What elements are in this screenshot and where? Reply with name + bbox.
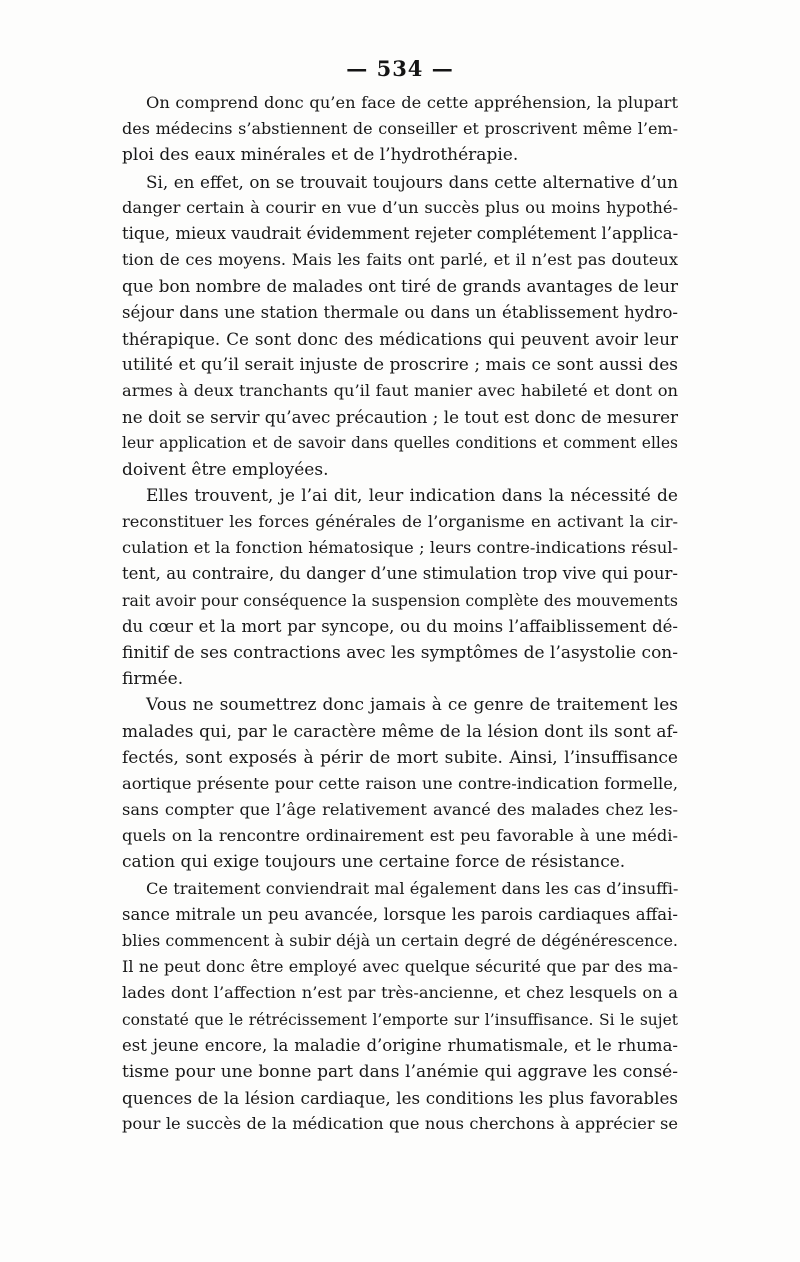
text-line: reconstituer les forces générales de l’organisme en activant la cir-: [122, 512, 678, 531]
text-line: blies commencent à subir déjà un certain degré de dégénérescence.: [122, 931, 678, 950]
text-line: tique, mieux vaudrait évidemment rejeter complétement l’applica-: [122, 223, 679, 243]
text-line: aortique présente pour cette raison une contre-indication formelle,: [122, 773, 678, 793]
text-line: du cœur et la mort par syncope, ou du moins l’affaiblissement dé-: [122, 616, 678, 636]
text-line: danger certain à courir en vue d’un succès plus ou moins hypothé-: [122, 197, 678, 217]
text-line: pour le succès de la médication que nous cherchons à apprécier se: [122, 1114, 678, 1134]
text-line: tion de ces moyens. Mais les faits ont parlé, et il n’est pas douteux: [122, 250, 678, 270]
text-line: armes à deux tranchants qu’il faut manier avec habileté et dont on: [122, 381, 678, 401]
text-line: tent, au contraire, du danger d’une stimulation trop vive qui pour-: [122, 564, 678, 584]
text-line: ne doit se servir qu’avec précaution ; le tout est donc de mesurer: [122, 407, 678, 428]
text-line: Elles trouvent, je l’ai dit, leur indication dans la nécessité de: [146, 485, 678, 506]
text-line: est jeune encore, la maladie d’origine rhumatismale, et le rhuma-: [122, 1035, 678, 1055]
text-line: culation et la fonction hématosique ; leurs contre-indications résul-: [122, 538, 678, 558]
text-line: firmée.: [122, 669, 184, 690]
text-line: constaté que le rétrécissement l’emporte sur l’insuffisance. Si le sujet: [122, 1010, 678, 1029]
text-line: tisme pour une bonne part dans l’anémie qui aggrave les consé-: [122, 1061, 678, 1082]
text-line: On comprend donc qu’en face de cette appréhension, la plupart: [146, 93, 678, 112]
text-line: Si, en effet, on se trouvait toujours dans cette alternative d’un: [146, 171, 678, 192]
text-line: séjour dans une station thermale ou dans un établissement hydro-: [122, 302, 678, 322]
text-line: ploi des eaux minérales et de l’hydrothérapie.: [122, 145, 519, 166]
text-line: doivent être employées.: [122, 459, 329, 480]
text-line: sance mitrale un peu avancée, lorsque les parois cardiaques affai-: [122, 904, 678, 924]
text-line: sans compter que l’âge relativement avancé des malades chez les-: [122, 800, 678, 820]
text-line: finitif de ses contractions avec les symptômes de l’asystolie con-: [122, 642, 678, 663]
body-text: [122, 90, 678, 1138]
text-line: cation qui exige toujours une certaine force de résistance.: [122, 852, 626, 873]
text-line: quences de la lésion cardiaque, les conditions les plus favorables: [122, 1088, 678, 1109]
text-line: quels on la rencontre ordinairement est peu favorable à une médi-: [122, 826, 678, 846]
text-line: que bon nombre de malades ont tiré de grands avantages de leur: [122, 276, 678, 297]
text-line: lades dont l’affection n’est par très-ancienne, et chez lesquels on a: [122, 983, 678, 1003]
text-line: Il ne peut donc être employé avec quelque sécurité que par des ma-: [122, 957, 678, 977]
text-line: rait avoir pour conséquence la suspension complète des mouvements: [122, 590, 678, 610]
text-line: Ce traitement conviendrait mal également dans les cas d’insuffi-: [146, 878, 679, 898]
text-line: malades qui, par le caractère même de la lésion dont ils sont af-: [122, 721, 678, 742]
text-line: thérapique. Ce sont donc des médications qui peuvent avoir leur: [122, 328, 678, 349]
text-line: fectés, sont exposés à périr de mort subite. Ainsi, l’insuffisance: [122, 747, 678, 768]
text-line: leur application et de savoir dans quelles conditions et comment elles: [122, 434, 678, 453]
page-number: — 534 —: [346, 56, 454, 81]
text-line: Vous ne soumettrez donc jamais à ce genre de traitement les: [146, 695, 678, 716]
text-line: utilité et qu’il serait injuste de proscrire ; mais ce sont aussi des: [122, 354, 678, 375]
text-line: des médecins s’abstiennent de conseiller et proscrivent même l’em-: [122, 119, 678, 139]
